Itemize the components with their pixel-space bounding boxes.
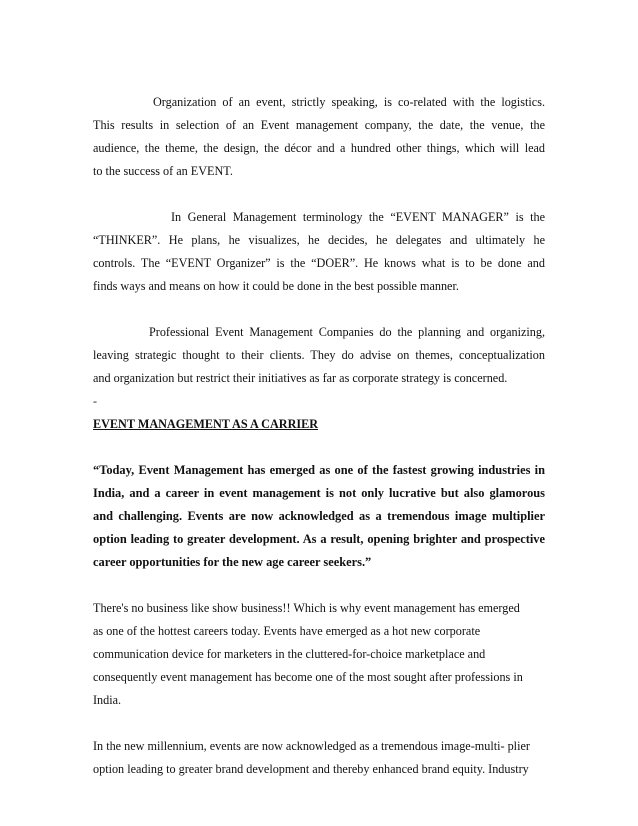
text-line: finds ways and means on how it could be done in the best possible manner. <box>93 279 459 293</box>
text-line: India. <box>93 693 122 707</box>
text-line: controls. The “EVENT Organizer” is the “DOER”. He knows what is to be done and <box>93 256 545 270</box>
text-line: option leading to greater brand development and thereby enhanced brand equity. Industry <box>93 762 529 776</box>
paragraph-logistics <box>93 91 545 183</box>
paragraph-professional-companies <box>93 321 545 390</box>
text-line: as one of the hottest careers today. Events have emerged as a hot new corporate <box>93 624 481 638</box>
text-line: career opportunities for the new age career seekers.” <box>93 555 372 569</box>
paragraph-show-business <box>93 597 545 712</box>
text-line: Professional Event Management Companies do the planning and organizing, <box>149 325 545 339</box>
document-body <box>93 91 545 781</box>
text-line: There's no business like show business!! Which is why event management has emerged <box>93 601 520 615</box>
section-heading: EVENT MANAGEMENT AS A CARRIER <box>93 417 319 431</box>
paragraph-event-manager <box>93 206 545 298</box>
text-line: In the new millennium, events are now acknowledged as a tremendous image-multi- plier <box>93 739 530 753</box>
text-line: India, and a career in event management is not only lucrative but also glamorous <box>93 486 545 500</box>
text-line: “Today, Event Management has emerged as one of the fastest growing industries in <box>93 463 545 477</box>
text-line: to the success of an EVENT. <box>93 164 233 178</box>
text-line: In General Management terminology the “EVENT MANAGER” is the <box>171 210 545 224</box>
text-line: This results in selection of an Event management company, the date, the venue, the <box>93 118 545 132</box>
text-line: option leading to greater development. As a result, opening brighter and prospective <box>93 532 545 546</box>
text-line: and organization but restrict their initiatives as far as corporate strategy is concerned. <box>93 371 508 385</box>
text-line: leaving strategic thought to their clients. They do advise on themes, conceptualization <box>93 348 545 362</box>
text-line: communication device for marketers in the cluttered-for-choice marketplace and <box>93 647 486 661</box>
paragraph-new-millennium <box>93 735 545 781</box>
paragraph-quote <box>93 459 545 574</box>
text-line: Organization of an event, strictly speaking, is co-related with the logistics. <box>153 95 545 109</box>
text-line: “THINKER”. He plans, he visualizes, he decides, he delegates and ultimately he <box>93 233 545 247</box>
text-line: audience, the theme, the design, the décor and a hundred other things, which will lead <box>93 141 545 155</box>
dash-mark: - <box>93 394 97 408</box>
text-line: and challenging. Events are now acknowledged as a tremendous image multiplier <box>93 509 545 523</box>
text-line: consequently event management has become one of the most sought after professions in <box>93 670 523 684</box>
